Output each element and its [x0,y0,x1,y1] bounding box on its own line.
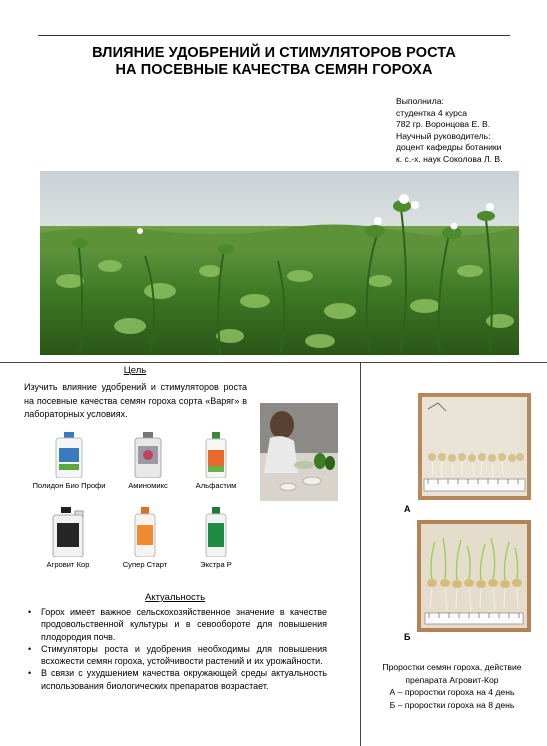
goal-heading: Цель [123,365,147,376]
caption-line: Б – проростки гороха на 8 день [389,699,515,710]
title-line-2: НА ПОСЕВНЫЕ КАЧЕСТВА СЕМЯН ГОРОХА [115,62,433,78]
bottle-icon [204,507,228,557]
author-line: Выполнила: [396,96,444,106]
relevance-list [28,606,327,692]
title-line-1: ВЛИЯНИЕ УДОБРЕНИЙ И СТИМУЛЯТОРОВ РОСТА [92,45,456,61]
author-line: к. с.-х. наук Соколова Л. В. [396,153,503,164]
canister-icon [133,432,163,478]
list-item: • Горох имеет важное сельскохозяйственное значение в качестве продовольственной культуры и в севообороте для повышения плодородия почв. [28,607,327,642]
author-block [396,96,503,166]
caption-line: А – проростки гороха на 4 день [389,687,515,698]
canister-icon [54,432,84,478]
product-label: Агровит Кор [46,560,90,569]
list-item: • В связи с ухудшением качества окружающей среды актуальность использования биологических препаратов возрастает. [28,668,327,691]
list-item: • Стимуляторы роста и удобрения необходимы для повышения всхожести семян гороха, устойчивости растений и их урожайности. [28,643,327,667]
seedling-photo-a [418,393,531,500]
lab-photo [260,403,338,501]
author-line: Научный руководитель: [396,130,491,141]
product-label: Полидон Био Профи [32,481,106,490]
caption-line: препарата Агровит-Кор [405,674,499,685]
product-label: Супер Старт [122,560,168,569]
relevance-heading: Актуальность [144,592,206,603]
product-poldon [28,432,110,490]
page-title [38,45,510,79]
product-super-start [115,507,175,569]
product-label: Альфастим [195,481,237,490]
bottle-icon [133,507,157,557]
seedling-photo-b [417,520,531,632]
figure-caption [367,661,537,711]
pea-field-photo [40,171,519,355]
product-label: Аминомикс [128,481,168,490]
product-agrovit [38,507,98,569]
author-line: 782 гр. Воронцова Е. В. [396,119,491,130]
author-line: доцент кафедры ботаники [396,142,502,153]
figure-label-b: Б [404,632,411,642]
product-extra-r [186,507,246,569]
column-divider [360,362,361,746]
product-aminomix [118,432,178,490]
caption-line: Проростки семян гороха, действие [382,662,522,672]
top-rule [38,35,510,36]
goal-text: Изучить влияние удобрений и стимуляторов роста на посевные качества семян гороха сорта «Варяг» в лабораторных условиях. [24,382,247,419]
section-divider [0,362,547,363]
canister-icon [51,507,85,557]
product-alfastim [188,432,244,490]
author-line: студентка 4 курса [396,107,468,118]
product-label: Экстра Р [200,560,232,569]
bottle-icon [204,432,228,478]
figure-label-a: А [404,504,411,514]
